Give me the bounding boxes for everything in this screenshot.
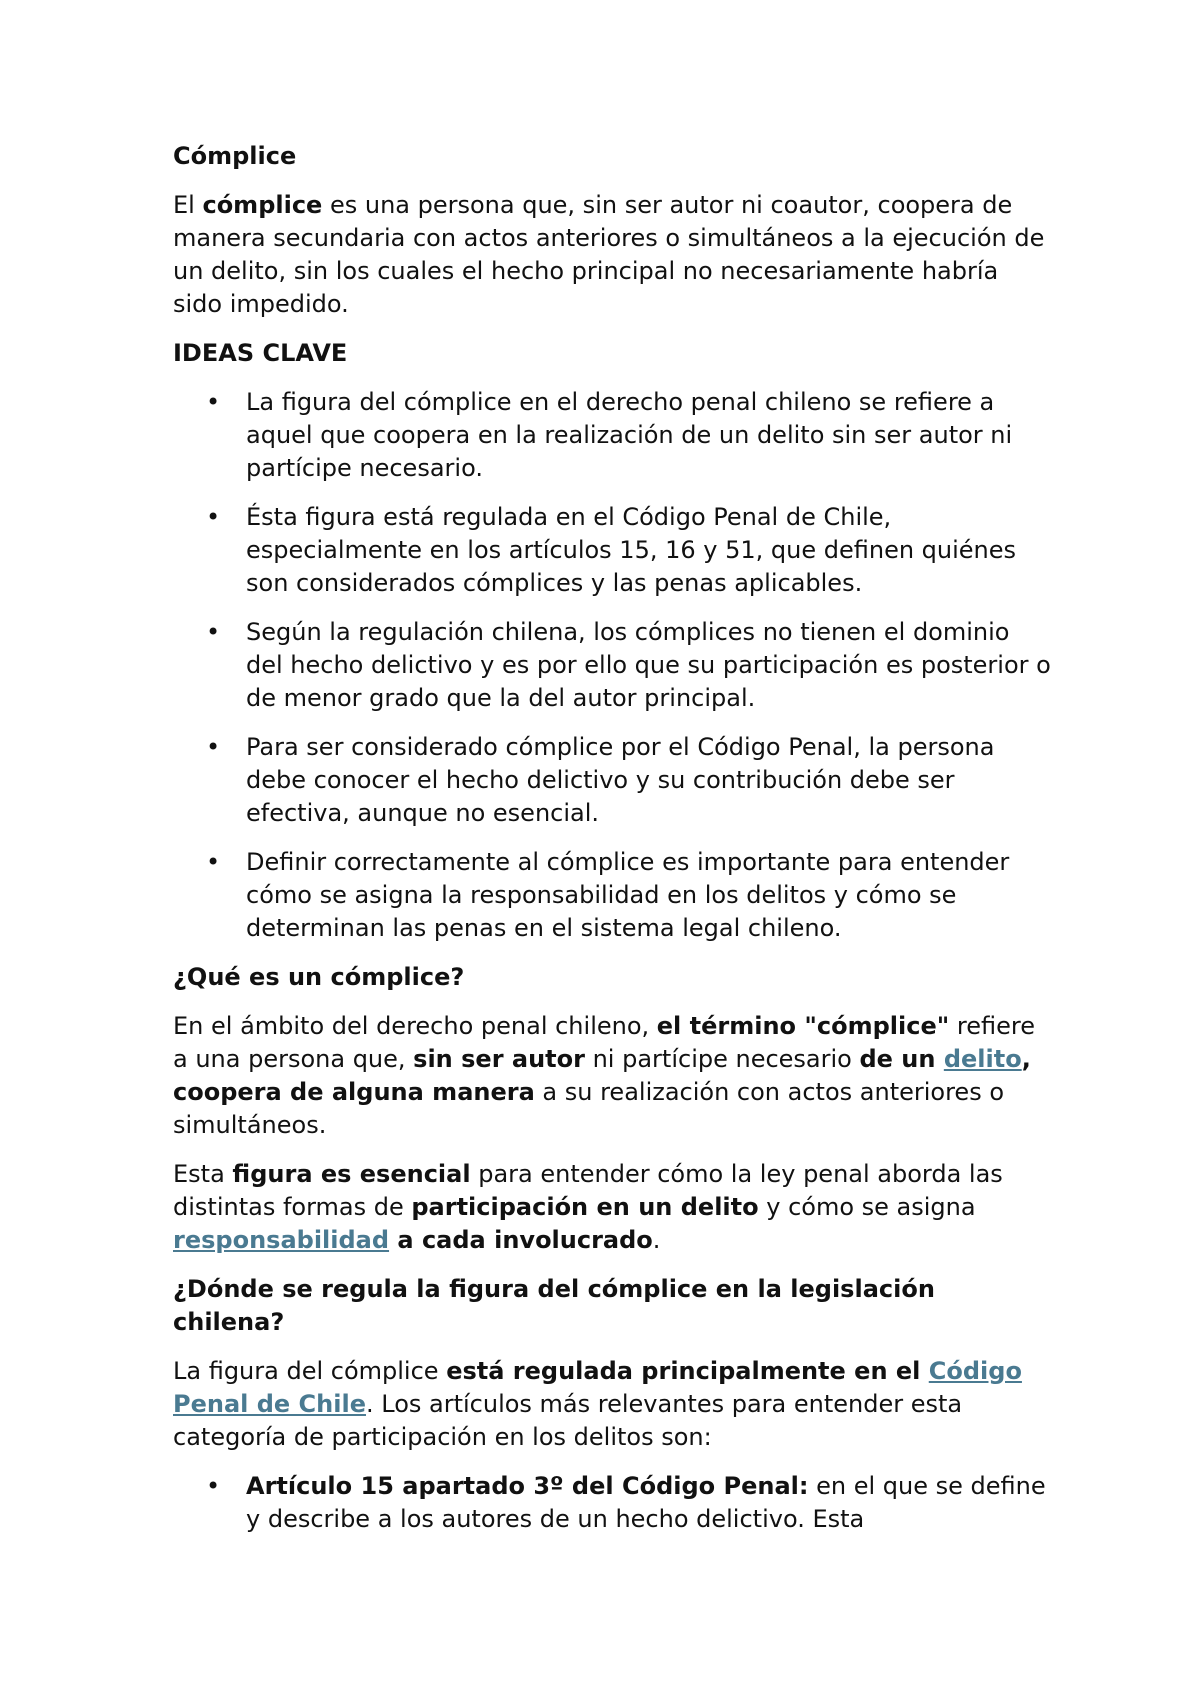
delito-link[interactable]: delito <box>943 1045 1022 1073</box>
bullet-icon: • <box>206 1472 221 1500</box>
list-item: • Definir correctamente al cómplice es importante para entender cómo se asigna la responsabilidad en los delitos y cómo se determinan las penas en el sistema legal chileno. <box>206 848 1010 942</box>
bullet-icon: • <box>206 618 221 646</box>
articles-list <box>173 1470 1053 1536</box>
bullet-icon: • <box>206 733 221 761</box>
responsabilidad-link[interactable]: responsabilidad <box>173 1226 390 1254</box>
bullet-icon: • <box>206 848 221 876</box>
list-item: • La figura del cómplice en el derecho penal chileno se refiere a aquel que coopera en la realización de un delito sin ser autor ni partícipe necesario. <box>206 388 1013 482</box>
ideas-list <box>173 386 1053 945</box>
bullet-icon: • <box>206 388 221 416</box>
codigo-penal-link[interactable]: Código Penal de Chile <box>173 1357 1022 1418</box>
intro-paragraph: El cómplice es una persona que, sin ser autor ni coautor, coopera de manera secundaria con actos anteriores o simultáneos a la ejecución de un delito, sin los cuales el hecho principal no necesariamente habría sido impedido. <box>173 191 1045 318</box>
list-item: • Para ser considerado cómplice por el Código Penal, la persona debe conocer el hecho delictivo y su contribución debe ser efectiva, aunque no esencial. <box>206 733 995 827</box>
bullet-icon: • <box>206 503 221 531</box>
list-item: • Ésta figura está regulada en el Código Penal de Chile, especialmente en los artículos 15, 16 y 51, que definen quiénes son considerados cómplices y las penas aplicables. <box>206 503 1017 597</box>
list-item: • Según la regulación chilena, los cómplices no tienen el dominio del hecho delictivo y es por ello que su participación es posterior o de menor grado que la del autor principal. <box>206 618 1051 712</box>
section-heading-donde-se-regula: ¿Dónde se regula la figura del cómplice en la legislación chilena? <box>173 1275 935 1336</box>
regulation-paragraph: La figura del cómplice está regulada principalmente en el Código Penal de Chile. Los artículos más relevantes para entender esta categoría de participación en los delitos son: <box>173 1357 1022 1451</box>
importance-paragraph: Esta figura es esencial para entender cómo la ley penal aborda las distintas formas de participación en un delito y cómo se asigna responsabilidad a cada involucrado. <box>173 1160 1003 1254</box>
document-body <box>173 140 1053 1552</box>
ideas-heading: IDEAS CLAVE <box>173 339 348 367</box>
definition-paragraph: En el ámbito del derecho penal chileno, el término "cómplice" refiere a una persona que, sin ser autor ni partícipe necesario de un delito, coopera de alguna manera a su realización con actos anteriores o simultáneos. <box>173 1012 1035 1139</box>
document-title: Cómplice <box>173 142 297 170</box>
list-item: • Artículo 15 apartado 3º del Código Penal: en el que se define y describe a los autores de un hecho delictivo. Esta <box>206 1472 1046 1533</box>
section-heading-que-es: ¿Qué es un cómplice? <box>173 963 465 991</box>
